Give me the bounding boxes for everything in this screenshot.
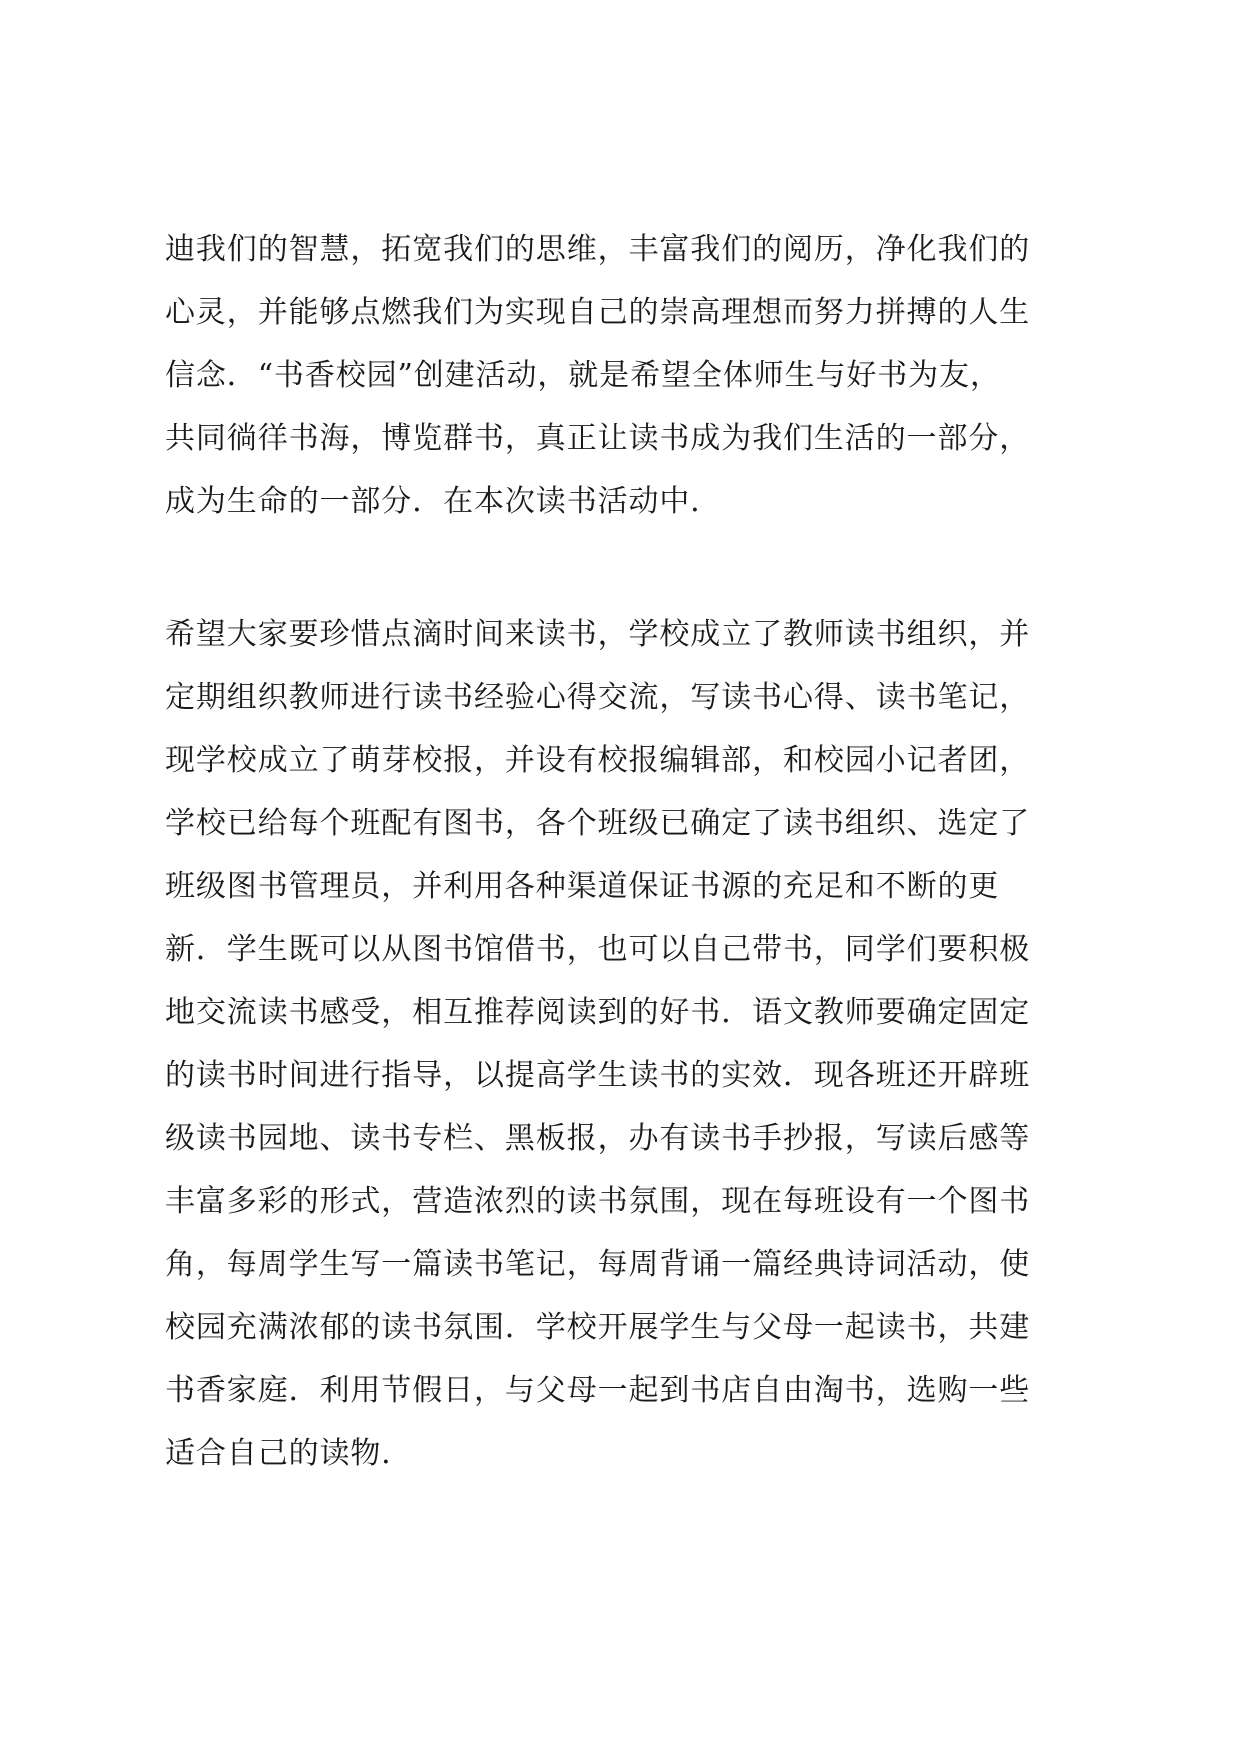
paragraph-line: 丰富多彩的形式，营造浓烈的读书氛围，现在每班设有一个图书: [165, 1184, 1031, 1219]
paragraph-line: 希望大家要珍惜点滴时间来读书，学校成立了教师读书组织，并: [165, 617, 1031, 652]
paragraph-line: 级读书园地、读书专栏、黑板报，办有读书手抄报，写读后感等: [165, 1121, 1031, 1156]
paragraph-line: 新．学生既可以从图书馆借书，也可以自己带书，同学们要积极: [165, 932, 1031, 967]
paragraph-line: 迪我们的智慧，拓宽我们的思维，丰富我们的阅历，净化我们的: [165, 232, 1031, 267]
paragraph-line: 书香家庭．利用节假日，与父母一起到书店自由淘书，选购一些: [165, 1373, 1031, 1408]
paragraph-line: 共同徜徉书海，博览群书，真正让读书成为我们生活的一部分，: [165, 421, 1031, 456]
paragraph-line: 成为生命的一部分．在本次读书活动中．: [165, 484, 722, 519]
paragraph-line: 班级图书管理员，并利用各种渠道保证书源的充足和不断的更: [165, 869, 1000, 904]
paragraph-line: 定期组织教师进行读书经验心得交流，写读书心得、读书笔记，: [165, 680, 1031, 715]
paragraph-line: 现学校成立了萌芽校报，并设有校报编辑部，和校园小记者团，: [165, 743, 1031, 778]
paragraph-line: 信念．“书香校园”创建活动，就是希望全体师生与好书为友，: [165, 358, 1001, 393]
paragraph-line: 校园充满浓郁的读书氛围．学校开展学生与父母一起读书，共建: [165, 1310, 1031, 1345]
paragraph-line: 角，每周学生写一篇读书笔记，每周背诵一篇经典诗词活动，使: [165, 1247, 1031, 1282]
paragraph-line: 适合自己的读物．: [165, 1436, 413, 1471]
paragraph-line: 地交流读书感受，相互推荐阅读到的好书．语文教师要确定固定: [165, 995, 1031, 1030]
paragraph-line: 学校已给每个班配有图书，各个班级已确定了读书组织、选定了: [165, 806, 1031, 841]
paragraph-line: 心灵，并能够点燃我们为实现自己的崇高理想而努力拼搏的人生: [165, 295, 1031, 330]
paragraph-line: 的读书时间进行指导，以提高学生读书的实效．现各班还开辟班: [165, 1058, 1031, 1093]
